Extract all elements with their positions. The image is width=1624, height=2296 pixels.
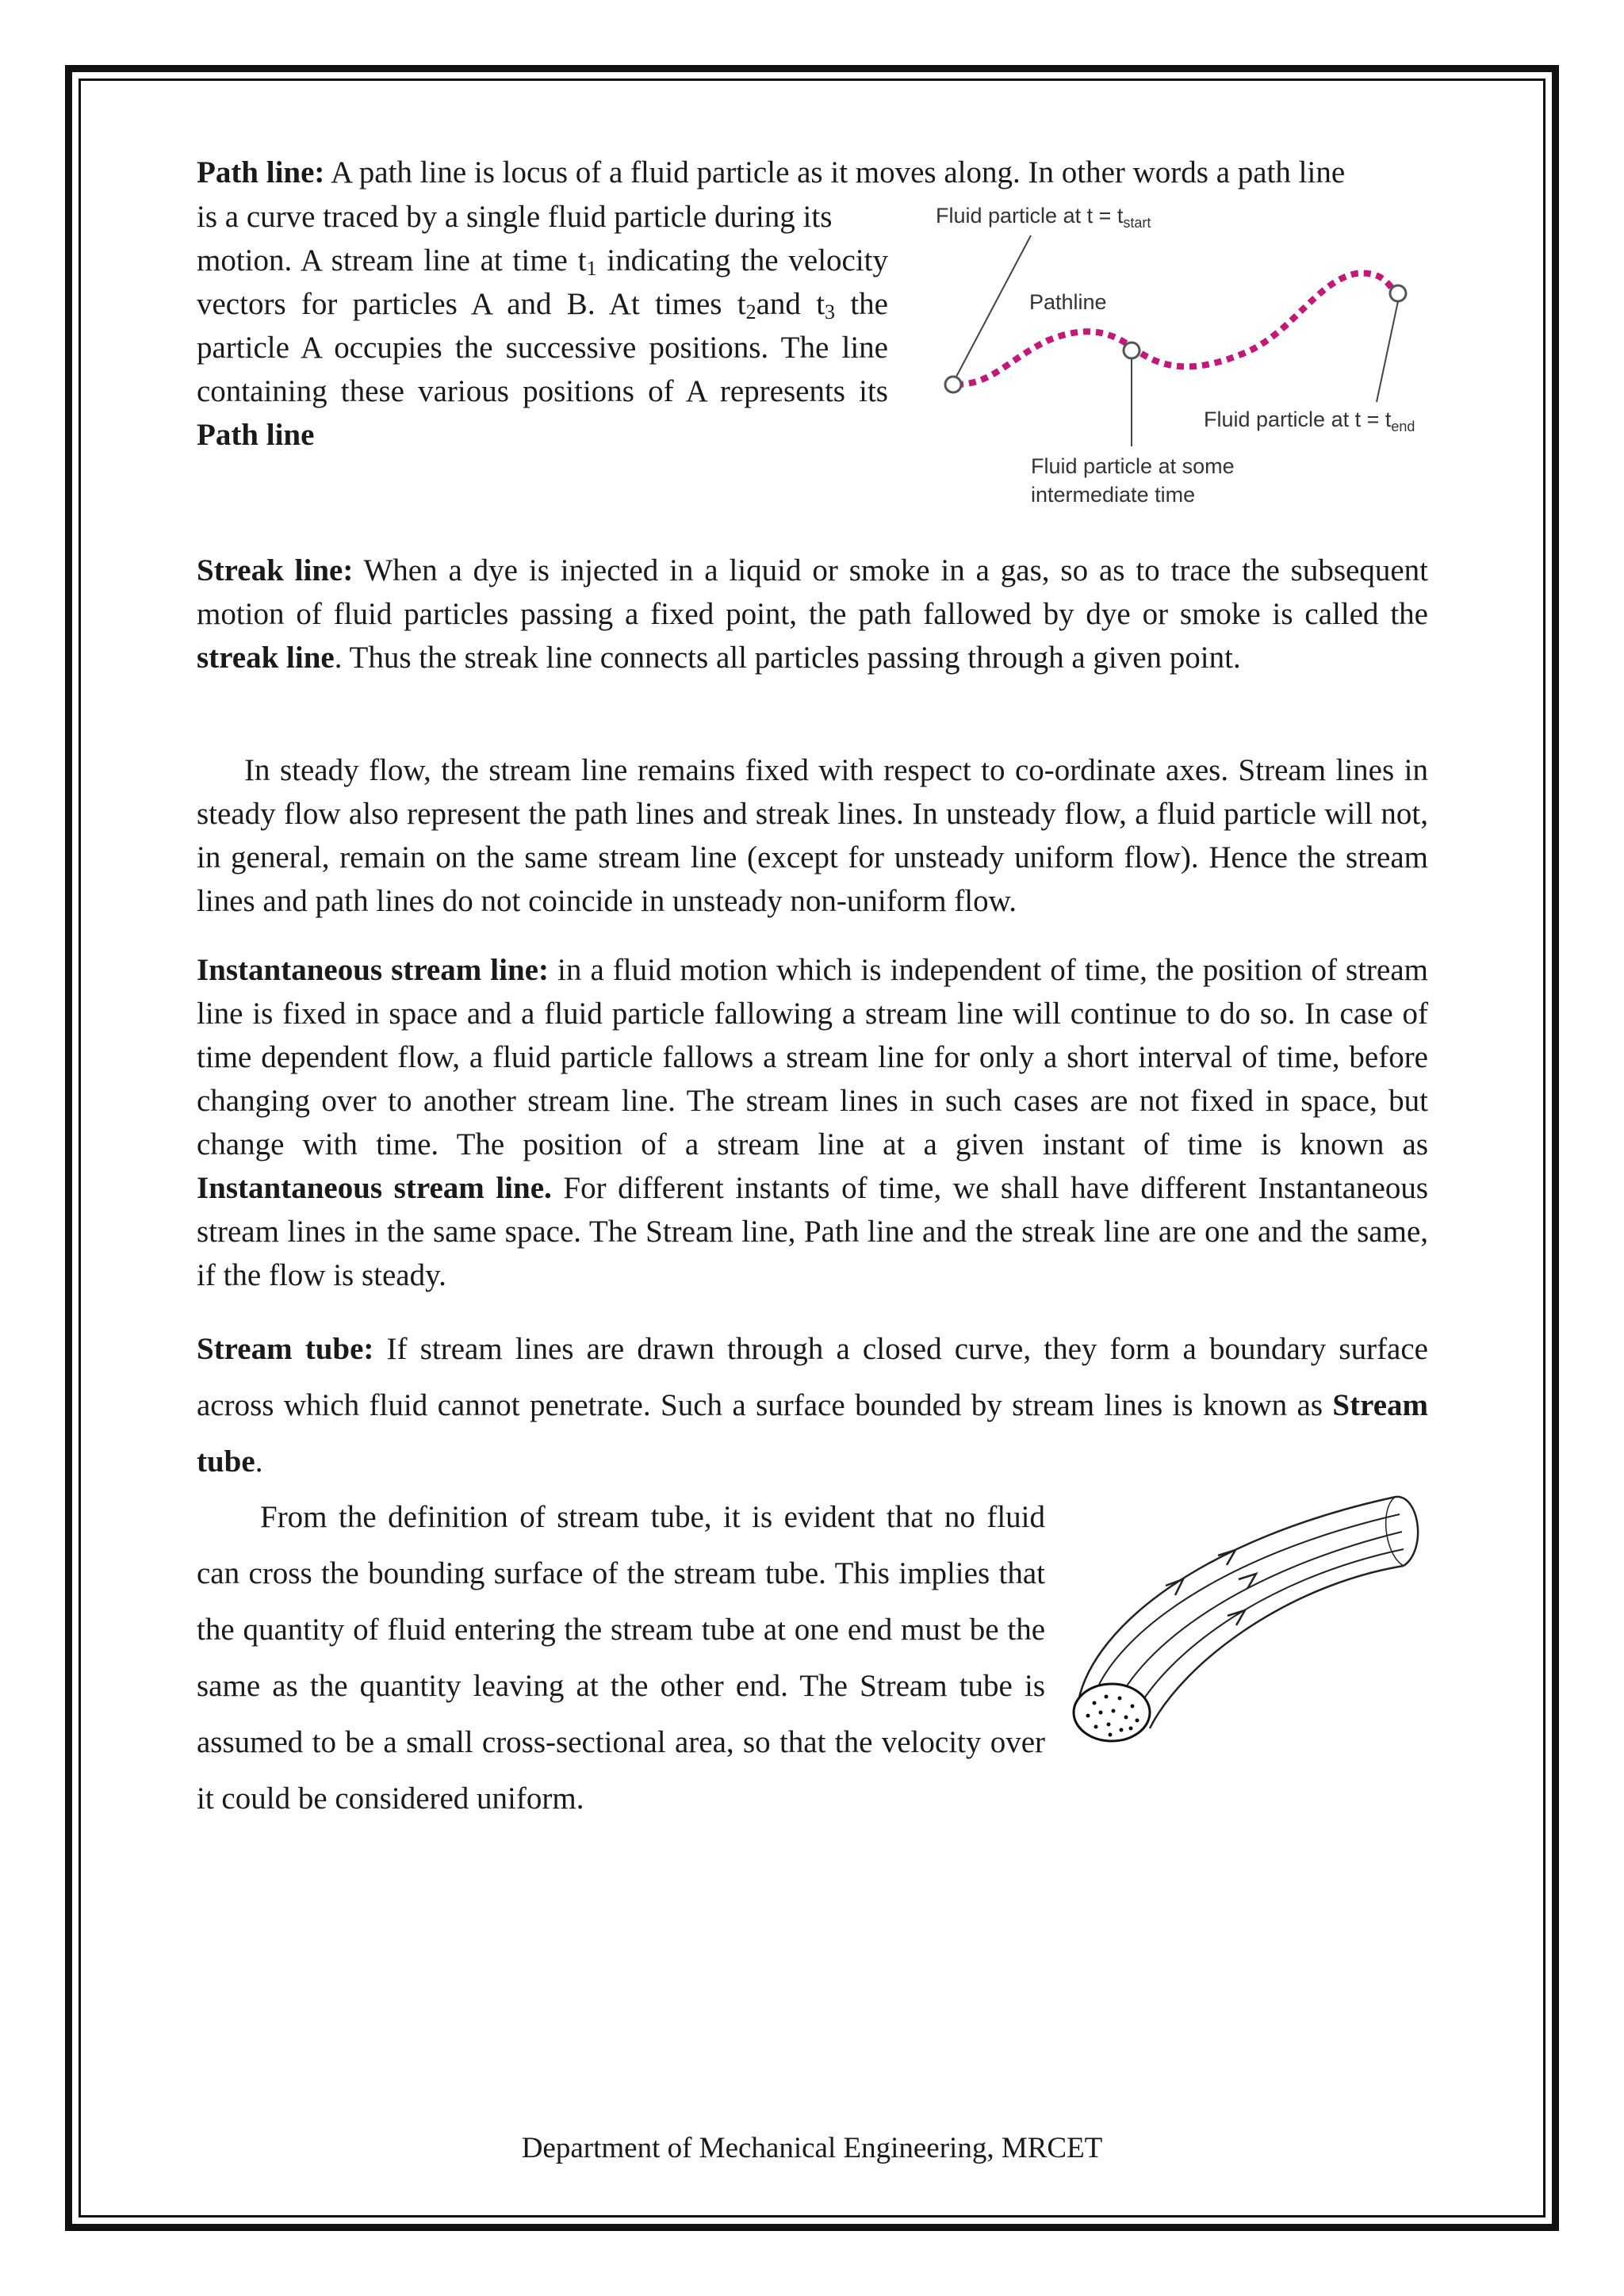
pointer-end bbox=[1377, 301, 1398, 402]
tube-far-cap bbox=[1396, 1497, 1418, 1566]
page-footer: Department of Mechanical Engineering, MRCET bbox=[521, 2132, 1103, 2164]
pointer-start bbox=[956, 235, 1031, 377]
tube-lower-edge bbox=[1150, 1566, 1404, 1728]
steady-flow-paragraph: In steady flow, the stream line remains fixed with respect to co-ordinate axes. Stream lines in steady flow also represent the path lines and streak lines. In unsteady flow, a fluid particle will not, in general, remain on the same stream line (except for unsteady uniform flow). Hence the stream lines and path lines do not coincide in unsteady non-uniform flow. bbox=[197, 753, 1428, 918]
path-line-paragraph-line2: is a curve traced by a single fluid particle during its bbox=[197, 200, 833, 234]
streak-line-paragraph: Streak line: When a dye is injected in a liquid or smoke in a gas, so as to trace the subsequent motion of fluid particles passing a fixed point, the path fallowed by dye or smoke is called the streak line. Thus the streak line connects all particles passing through a given point. bbox=[197, 553, 1428, 675]
tube-cross-section bbox=[1074, 1684, 1150, 1741]
label-start: Fluid particle at $t = t_{start}$ bbox=[936, 204, 1151, 231]
particle-end bbox=[1390, 285, 1406, 301]
path-line-paragraph-rest: motion. A stream line at time $t_1$ indicating the velocity vectors for particles A and B. At times t2and t3 the particle A occupies the successive positions. The line containing these various positions of A represents its Path line bbox=[197, 243, 889, 452]
instantaneous-term: Instantaneous stream line: bbox=[197, 953, 549, 987]
pathline-curve bbox=[956, 274, 1392, 385]
stream-tube-paragraph: Stream tube: If stream lines are drawn through a closed curve, they form a boundary surface across which fluid cannot penetrate. Such a surface bounded by stream lines is known as Stream tube. bbox=[197, 1332, 1428, 1479]
label-pathline: Pathline bbox=[1029, 290, 1107, 314]
arrow-4 bbox=[1228, 1610, 1245, 1625]
particle-start bbox=[945, 377, 961, 392]
path-line-text-top: A path line is locus of a fluid particle as it moves along. In other words a path line bbox=[324, 155, 1346, 189]
label-mid-2: intermediate time bbox=[1031, 483, 1196, 507]
path-line-paragraph-first bbox=[197, 151, 1428, 194]
label-end: Fluid particle at $t = t_{end}$ bbox=[1204, 408, 1415, 434]
label-mid-1: Fluid particle at some bbox=[1031, 454, 1235, 478]
stream-tube-figure bbox=[1063, 1483, 1427, 1760]
path-line-term: Path line: bbox=[197, 155, 325, 189]
instantaneous-paragraph: Instantaneous stream line: in a fluid motion which is independent of time, the position of stream line is fixed in space and a fluid particle fallowing a stream line will continue to do so. In case of time dependent flow, a fluid particle fallows a stream line for only a short interval of time, before changing over to another stream line. The stream lines in such cases are not fixed in space, but change with time. The position of a stream line at a given instant of time is known as Instantaneous stream line. For different instants of time, we shall have different Instantaneous stream lines in the same space. The Stream line, Path line and the streak line are one and the same, if the flow is steady. bbox=[197, 953, 1428, 1292]
particle-intermediate bbox=[1124, 342, 1139, 358]
stream-tube-term: Stream tube: bbox=[197, 1332, 374, 1366]
streak-line-term: Streak line: bbox=[197, 553, 354, 587]
pathline-figure bbox=[928, 194, 1451, 519]
arrow-3 bbox=[1239, 1574, 1256, 1589]
stream-tube-paragraph-2: From the definition of stream tube, it is evident that no fluid can cross the bounding surface of the stream tube. This implies that the quantity of fluid entering the stream tube at one end must be the same as the quantity leaving at the other end. The Stream tube is assumed to be a small cross-sectional area, so that the velocity over it could be considered uniform. bbox=[197, 1500, 1045, 1816]
path-line-end-term: Path line bbox=[197, 418, 315, 452]
